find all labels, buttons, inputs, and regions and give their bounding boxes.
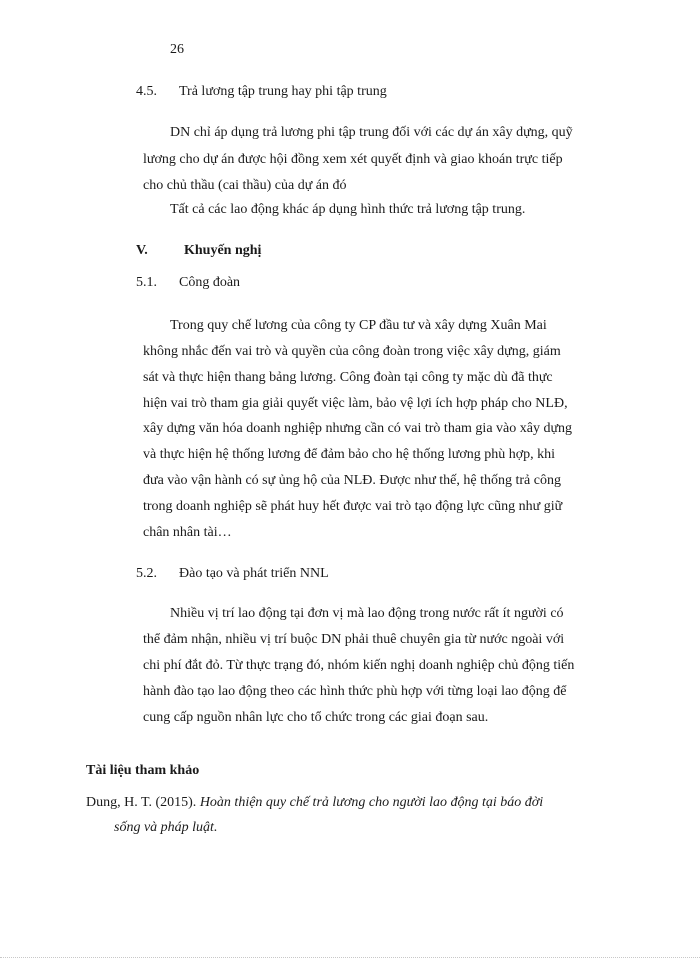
section-number: 5.1. [136,275,157,290]
reference-title: Hoàn thiện quy chế trả lương cho người lao động tại báo đời [199,795,544,810]
paragraph-line: cung cấp nguồn nhân lực cho tổ chức trong các giai đoạn sau. [143,710,489,725]
paragraph-line: đưa vào vận hành có sự ủng hộ của NLĐ. Được như thế, hệ thống trả công [143,473,561,488]
paragraph-line: thể đảm nhận, nhiều vị trí buộc DN phải thuê chuyên gia từ nước ngoài với [143,632,565,647]
paragraph-line: chân nhân tài… [143,525,232,540]
reference-title: sống và pháp luật [114,820,214,835]
section-number: V. [136,243,148,258]
section-number: 4.5. [136,84,157,99]
page-number: 26 [170,42,184,57]
paragraph-line: trong doanh nghiệp sẽ phát huy hết được vai trò tạo động lực cũng như giữ [143,499,563,514]
reference-entry-continuation [114,820,217,836]
paragraph-line: cho chủ thầu (cai thầu) của dự án đó [143,178,347,193]
paragraph-line: Tất cả các lao động khác áp dụng hình thức trả lương tập trung. [170,202,526,217]
reference-author: Dung, H. T. (2015). [86,795,197,810]
section-title: Đào tạo và phát triển NNL [179,566,329,581]
section-title: Công đoàn [179,275,241,290]
reference-end: . [213,820,218,835]
references-heading: Tài liệu tham khảo [86,763,200,778]
paragraph-line: sát và thực hiện thang bảng lương. Công đoàn tại công ty mặc dù đã thực [143,370,553,385]
section-number: 5.2. [136,566,157,581]
section-title: Trả lương tập trung hay phi tập trung [179,84,387,99]
reference-entry [86,795,543,811]
section-title: Khuyến nghị [184,243,262,258]
paragraph-line: chi phí đắt đỏ. Từ thực trạng đó, nhóm kiến nghị doanh nghiệp chủ động tiến [143,658,575,673]
paragraph-line: Trong quy chế lương của công ty CP đầu tư và xây dựng Xuân Mai [170,318,547,333]
paragraph-line: hiện vai trò tham gia giải quyết việc làm, bảo vệ lợi ích hợp pháp cho NLĐ, [143,396,568,411]
paragraph-line: DN chỉ áp dụng trả lương phi tập trung đối với các dự án xây dựng, quỹ [170,125,573,140]
page-bottom-border [0,957,700,958]
paragraph-line: và thực hiện hệ thống lương để đảm bảo cho hệ thống lương phù hợp, khi [143,447,556,462]
paragraph-line: lương cho dự án được hội đồng xem xét quyết định và giao khoán trực tiếp [143,152,563,167]
paragraph-line: không nhắc đến vai trò và quyền của công đoàn trong việc xây dựng, giám [143,344,561,359]
paragraph-line: Nhiều vị trí lao động tại đơn vị mà lao động trong nước rất ít người có [170,606,564,621]
paragraph-line: hành đào tạo lao động theo các hình thức phù hợp với từng loại lao động để [143,684,567,699]
paragraph-line: xây dựng văn hóa doanh nghiệp nhưng cần có vai trò tham gia vào xây dựng [143,421,573,436]
